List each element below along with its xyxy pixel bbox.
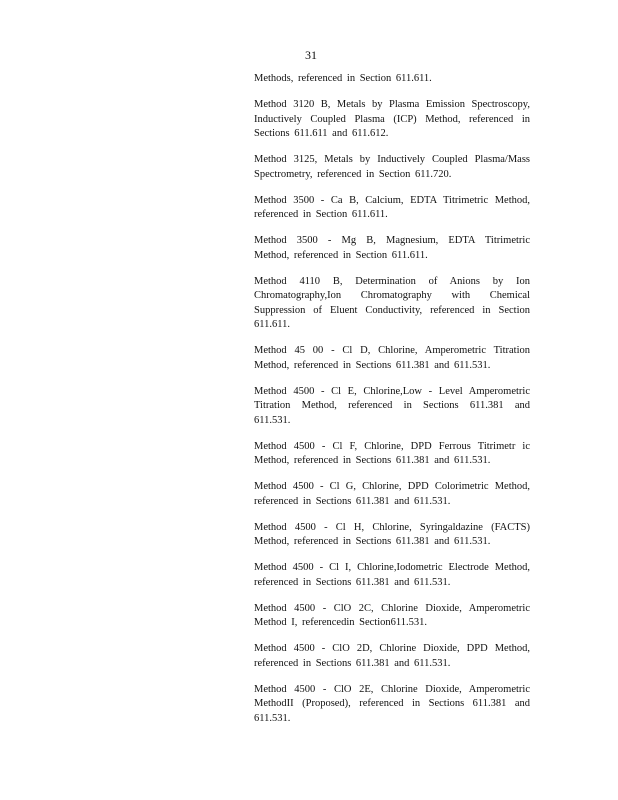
paragraph: Method 3125, Metals by Inductively Coupled Plasma/Mass Spectrometry, referenced in Section 611.720. [254, 154, 530, 180]
paragraph: Method 4500 - Cl H, Chlorine, Syringaldazine (FACTS) Method, referenced in Sections 611.381 and 611.531. [254, 521, 530, 547]
paragraph: Method 4500 - Cl G, Chlorine, DPD Colorimetric Method, referenced in Sections 611.381 and 611.531. [254, 481, 530, 507]
paragraph: Method 3120 B, Metals by Plasma Emission Spectroscopy, Inductively Coupled Plasma (ICP) Method, referenced in Sections 611.611 and 611.612. [254, 99, 530, 139]
paragraph: Method 4500 - Cl E, Chlorine,Low - Level Amperometric Titration Method, referenced in Sections 611.381 and 611.531. [254, 385, 530, 426]
paragraph: Methods, referenced in Section 611.611. [254, 73, 432, 84]
paragraph: Method 4500 - ClO 2E, Chlorine Dioxide, Amperometric MethodII (Proposed), referenced in Sections 611.381 and 611.531. [254, 683, 530, 724]
document-body [254, 72, 530, 738]
paragraph: Method 4110 B, Determination of Anions by Ion Chromatography,Ion Chromatography with Chemical Suppression of Eluent Conductivity, referenced in Section 611.611. [254, 275, 530, 330]
paragraph: Method 3500 - Mg B, Magnesium, EDTA Titrimetric Method, referenced in Section 611.611. [254, 235, 530, 261]
page-number: 31 [305, 48, 317, 62]
paragraph: Method 45 00 - Cl D, Chlorine, Amperometric Titration Method, referenced in Sections 611.381 and 611.531. [254, 345, 530, 371]
paragraph: Method 4500 - ClO 2D, Chlorine Dioxide, DPD Method, referenced in Sections 611.381 and 611.531. [254, 643, 530, 669]
paragraph: Method 4500 - Cl I, Chlorine,Iodometric Electrode Method, referenced in Sections 611.381 and 611.531. [254, 562, 530, 588]
paragraph: Method 3500 - Ca B, Calcium, EDTA Titrimetric Method, referenced in Section 611.611. [254, 194, 530, 220]
paragraph: Method 4500 - ClO 2C, Chlorine Dioxide, Amperometric Method I, referencedin Section611.531. [254, 602, 530, 628]
paragraph: Method 4500 - Cl F, Chlorine, DPD Ferrous Titrimetr ic Method, referenced in Sections 611.381 and 611.531. [254, 440, 530, 466]
